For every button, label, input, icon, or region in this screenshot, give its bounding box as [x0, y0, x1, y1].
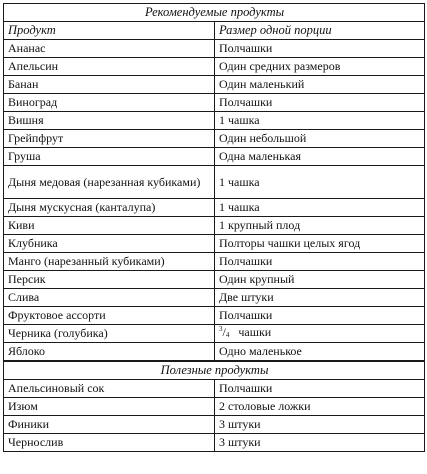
- portion-size: Полторы чашки целых ягод: [215, 235, 425, 253]
- portion-size: Одно маленькое: [215, 343, 425, 362]
- portion-size: 1 чашка: [215, 199, 425, 217]
- table-row: [4, 130, 425, 148]
- table-row: [4, 380, 425, 398]
- portion-size: Две штуки: [215, 289, 425, 307]
- portion-size: 3 штуки: [215, 416, 425, 434]
- product-name: Яблоко: [4, 343, 215, 362]
- portion-size: Полчашки: [215, 94, 425, 112]
- portion-size: 3 штуки: [215, 434, 425, 452]
- portion-size: Одна маленькая: [215, 148, 425, 166]
- table-row: [4, 253, 425, 271]
- product-name: Клубника: [4, 235, 215, 253]
- table-row: [4, 166, 425, 199]
- fraction-unit: чашки: [238, 324, 272, 339]
- section-title: Рекомендуемые продукты: [4, 4, 425, 22]
- product-name: Дыня мускусная (канталупа): [4, 199, 215, 217]
- product-name: Виноград: [4, 94, 215, 112]
- product-name: Грейпфрут: [4, 130, 215, 148]
- column-header-portion: Размер одной порции: [215, 22, 425, 40]
- portion-size: Один небольшой: [215, 130, 425, 148]
- table-row: [4, 289, 425, 307]
- product-name: Персик: [4, 271, 215, 289]
- portion-size: Один средних размеров: [215, 58, 425, 76]
- portion-size: Полчашки: [215, 253, 425, 271]
- column-header-product: Продукт: [4, 22, 215, 40]
- product-name: Финики: [4, 416, 215, 434]
- table-row: [4, 325, 425, 343]
- table-row: [4, 235, 425, 253]
- table-row: [4, 148, 425, 166]
- table-row: [4, 40, 425, 58]
- section-header-useful: [4, 361, 425, 380]
- product-name: Слива: [4, 289, 215, 307]
- product-name: Банан: [4, 76, 215, 94]
- table-row: [4, 343, 425, 362]
- table-body: [4, 4, 425, 452]
- fruit-portion-table: [3, 3, 425, 452]
- table-row: [4, 307, 425, 325]
- table-row: [4, 112, 425, 130]
- table-row: [4, 398, 425, 416]
- product-name: Чернослив: [4, 434, 215, 452]
- portion-size: Полчашки: [215, 307, 425, 325]
- product-name: Фруктовое ассорти: [4, 307, 215, 325]
- portion-size: 2 столовые ложки: [215, 398, 425, 416]
- portion-size: 1 крупный плод: [215, 217, 425, 235]
- column-header-row: [4, 22, 425, 40]
- product-name: Вишня: [4, 112, 215, 130]
- product-name: Дыня медовая (нарезанная кубиками): [4, 166, 215, 199]
- product-name: Груша: [4, 148, 215, 166]
- product-name: Манго (нарезанный кубиками): [4, 253, 215, 271]
- section-header-recommended: [4, 4, 425, 22]
- portion-size: Один маленький: [215, 76, 425, 94]
- product-name: Апельсиновый сок: [4, 380, 215, 398]
- product-name: Черника (голубика): [4, 325, 215, 343]
- table-row: [4, 416, 425, 434]
- table-row: [4, 94, 425, 112]
- portion-size: 1 чашка: [215, 112, 425, 130]
- table-row: [4, 217, 425, 235]
- product-name: Изюм: [4, 398, 215, 416]
- portion-size: [215, 325, 425, 343]
- fraction-numerator: 3: [219, 324, 223, 333]
- portion-size: Один крупный: [215, 271, 425, 289]
- section-title: Полезные продукты: [4, 361, 425, 380]
- product-name: Киви: [4, 217, 215, 235]
- table-row: [4, 58, 425, 76]
- table-row: [4, 434, 425, 452]
- product-name: Ананас: [4, 40, 215, 58]
- portion-size: Полчашки: [215, 40, 425, 58]
- fraction-denominator: 4: [225, 330, 230, 339]
- table-row: [4, 199, 425, 217]
- table-row: [4, 271, 425, 289]
- fraction-three-quarters: $^3$/4: [219, 324, 230, 339]
- portion-size: 1 чашка: [215, 166, 425, 199]
- table-row: [4, 76, 425, 94]
- portion-size: Полчашки: [215, 380, 425, 398]
- product-name: Апельсин: [4, 58, 215, 76]
